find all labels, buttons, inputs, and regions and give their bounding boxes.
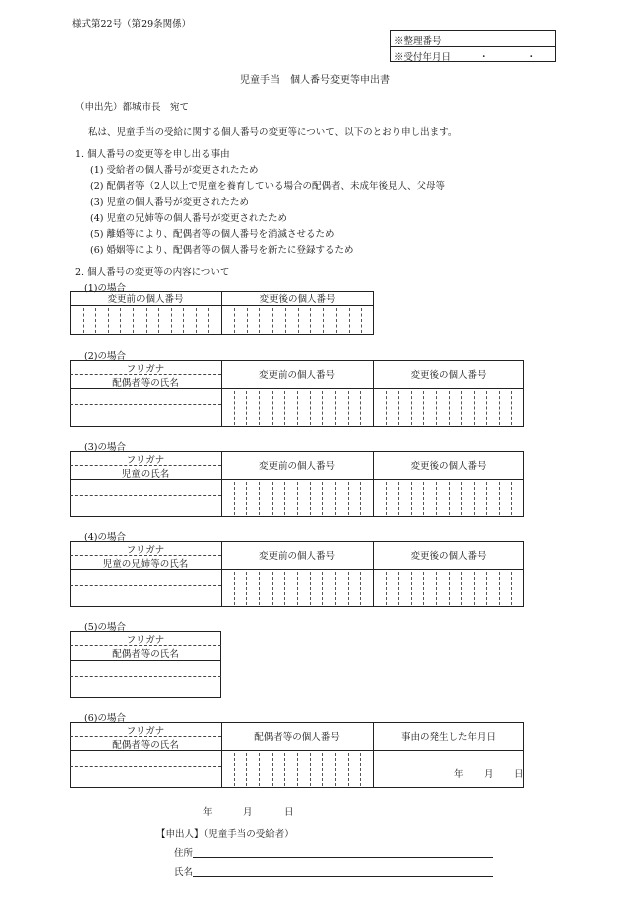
digit-separator xyxy=(335,391,336,425)
case2-label: (2)の場合 xyxy=(84,351,126,362)
digit-separator xyxy=(461,482,462,515)
digit-separator xyxy=(120,308,121,333)
digit-separator xyxy=(284,482,285,515)
digit-separator xyxy=(474,482,475,515)
digit-separator xyxy=(486,482,487,515)
digit-separator xyxy=(322,391,323,425)
digit-separator xyxy=(461,572,462,605)
digit-separator xyxy=(398,391,399,425)
case6-day-label: 日 xyxy=(514,769,524,780)
digit-separator xyxy=(310,482,311,515)
digit-separator xyxy=(208,308,209,333)
digit-separator xyxy=(360,482,361,515)
digit-separator xyxy=(449,482,450,515)
case1-label: (1)の場合 xyxy=(84,283,126,294)
digit-separator xyxy=(348,753,349,786)
digit-separator xyxy=(234,572,235,605)
digit-separator xyxy=(234,482,235,515)
digit-separator xyxy=(284,391,285,425)
case4-after-number-field[interactable] xyxy=(373,570,524,607)
digit-separator xyxy=(336,308,337,333)
digit-separator xyxy=(335,572,336,605)
digit-separator xyxy=(386,482,387,515)
form-number: 様式第22号（第29条関係） xyxy=(72,19,192,30)
case4-furigana-field[interactable] xyxy=(70,570,221,585)
digit-separator xyxy=(360,753,361,786)
case5-furigana-header: フリガナ xyxy=(126,634,165,646)
digit-separator xyxy=(461,391,462,425)
digit-separator xyxy=(297,482,298,515)
receipt-date-label: ※受付年月日 xyxy=(394,52,452,63)
case6-month-label: 月 xyxy=(484,769,494,780)
name-line[interactable] xyxy=(193,876,493,877)
reason-6: (6) 婚姻等により、配偶者等の個人番号を新たに登録するため xyxy=(90,245,354,256)
case1-after-header: 変更後の個人番号 xyxy=(259,294,336,305)
digit-separator xyxy=(360,391,361,425)
reason-1: (1) 受給者の個人番号が変更されたため xyxy=(90,165,259,176)
case6-furigana-header: フリガナ xyxy=(126,725,165,737)
digit-separator xyxy=(486,572,487,605)
receipt-date-separators: ・ ・ xyxy=(479,52,537,63)
digit-separator xyxy=(272,753,273,786)
case5-label: (5)の場合 xyxy=(84,622,126,633)
digit-separator xyxy=(246,572,247,605)
case3-name-field[interactable] xyxy=(70,496,221,517)
case2-before-number-field[interactable] xyxy=(221,389,373,427)
digit-separator xyxy=(335,753,336,786)
digit-separator xyxy=(449,572,450,605)
digit-separator xyxy=(360,572,361,605)
digit-separator xyxy=(474,572,475,605)
digit-separator xyxy=(83,308,84,333)
digit-separator xyxy=(511,391,512,425)
digit-separator xyxy=(234,308,235,333)
digit-separator xyxy=(322,572,323,605)
digit-separator xyxy=(297,753,298,786)
digit-separator xyxy=(108,308,109,333)
case4-label: (4)の場合 xyxy=(84,532,126,543)
digit-separator xyxy=(272,482,273,515)
digit-separator xyxy=(361,308,362,333)
digit-separator xyxy=(272,308,273,333)
case4-after-header: 変更後の個人番号 xyxy=(410,551,487,562)
digit-separator xyxy=(349,308,350,333)
case2-furigana-field[interactable] xyxy=(70,389,221,404)
section2-heading: 2. 個人番号の変更等の内容について xyxy=(75,267,230,278)
digit-separator xyxy=(474,391,475,425)
case3-furigana-field[interactable] xyxy=(70,480,221,495)
digit-separator xyxy=(234,753,235,786)
case6-number-field[interactable] xyxy=(221,751,373,788)
digit-separator xyxy=(322,753,323,786)
digit-separator xyxy=(511,482,512,515)
date-month-label: 月 xyxy=(243,807,253,818)
digit-separator xyxy=(348,572,349,605)
addressee: （申出先）都城市長 宛て xyxy=(75,102,190,113)
digit-separator xyxy=(411,391,412,425)
digit-separator xyxy=(386,391,387,425)
address-label: 住所 xyxy=(174,848,194,859)
digit-separator xyxy=(171,308,172,333)
digit-separator xyxy=(272,572,273,605)
reason-2: (2) 配偶者等（2人以上で児童を養育している場合の配偶者、未成年後見人、父母等 xyxy=(90,181,446,192)
digit-separator xyxy=(310,753,311,786)
digit-separator xyxy=(398,572,399,605)
digit-separator xyxy=(259,753,260,786)
case3-after-number-field[interactable] xyxy=(373,480,524,517)
digit-separator xyxy=(95,308,96,333)
digit-separator xyxy=(499,391,500,425)
date-year-label: 年 xyxy=(203,807,213,818)
digit-separator xyxy=(436,391,437,425)
name-label: 氏名 xyxy=(174,867,194,878)
case2-name-header: 配偶者等の氏名 xyxy=(112,377,179,389)
applicant-label: 【申出人】（児童手当の受給者） xyxy=(156,829,294,840)
address-line[interactable] xyxy=(193,857,493,858)
digit-separator xyxy=(436,482,437,515)
digit-separator xyxy=(284,572,285,605)
digit-separator xyxy=(436,572,437,605)
case2-after-header: 変更後の個人番号 xyxy=(410,370,487,381)
digit-separator xyxy=(247,308,248,333)
case4-name-header: 児童の兄姉等の氏名 xyxy=(102,558,189,570)
reason-4: (4) 児童の兄姉等の個人番号が変更されたため xyxy=(90,213,287,224)
digit-separator xyxy=(335,482,336,515)
case1-before-header: 変更前の個人番号 xyxy=(107,294,184,305)
digit-separator xyxy=(423,391,424,425)
case3-furigana-header: フリガナ xyxy=(126,454,165,466)
case5-furigana-field[interactable] xyxy=(70,661,221,676)
digit-separator xyxy=(284,753,285,786)
digit-separator xyxy=(486,391,487,425)
date-day-label: 日 xyxy=(284,807,294,818)
intro-text: 私は、児童手当の受給に関する個人番号の変更等について、以下のとおり申し出ます。 xyxy=(88,127,458,138)
digit-separator xyxy=(499,482,500,515)
digit-separator xyxy=(310,572,311,605)
digit-separator xyxy=(298,308,299,333)
digit-separator xyxy=(259,482,260,515)
digit-separator xyxy=(499,572,500,605)
case6-date-field[interactable] xyxy=(373,751,524,788)
digit-separator xyxy=(259,308,260,333)
digit-separator xyxy=(234,391,235,425)
case2-furigana-header: フリガナ xyxy=(126,363,165,375)
digit-separator xyxy=(272,391,273,425)
case2-name-field[interactable] xyxy=(70,405,221,427)
case5-name-header: 配偶者等の氏名 xyxy=(112,649,179,660)
reason-3: (3) 児童の個人番号が変更されたため xyxy=(90,197,249,208)
case5-name-field[interactable] xyxy=(70,677,221,698)
case4-name-field[interactable] xyxy=(70,586,221,607)
case2-before-header: 変更前の個人番号 xyxy=(258,370,335,381)
digit-separator xyxy=(386,572,387,605)
case6-date-header: 事由の発生した年月日 xyxy=(400,732,496,743)
digit-separator xyxy=(259,572,260,605)
case6-number-header: 配偶者等の個人番号 xyxy=(254,732,340,743)
case3-label: (3)の場合 xyxy=(84,442,126,453)
digit-separator xyxy=(259,391,260,425)
case2-after-number-field[interactable] xyxy=(373,389,524,427)
digit-separator xyxy=(348,482,349,515)
case4-furigana-header: フリガナ xyxy=(126,544,165,556)
case6-label: (6)の場合 xyxy=(84,713,126,724)
digit-separator xyxy=(511,572,512,605)
digit-separator xyxy=(423,572,424,605)
digit-separator xyxy=(297,572,298,605)
digit-separator xyxy=(322,482,323,515)
digit-separator xyxy=(196,308,197,333)
digit-separator xyxy=(423,482,424,515)
digit-separator xyxy=(133,308,134,333)
digit-separator xyxy=(348,391,349,425)
digit-separator xyxy=(310,308,311,333)
case6-name-field[interactable] xyxy=(70,767,221,788)
digit-separator xyxy=(246,391,247,425)
case6-year-label: 年 xyxy=(454,769,464,780)
digit-separator xyxy=(158,308,159,333)
case6-name-header: 配偶者等の氏名 xyxy=(112,739,179,751)
digit-separator xyxy=(285,308,286,333)
digit-separator xyxy=(246,482,247,515)
case4-before-header: 変更前の個人番号 xyxy=(258,551,335,562)
case3-before-number-field[interactable] xyxy=(221,480,373,517)
case3-before-header: 変更前の個人番号 xyxy=(258,461,335,472)
digit-separator xyxy=(246,753,247,786)
reason-5: (5) 離婚等により、配偶者等の個人番号を消滅させるため xyxy=(90,229,335,240)
digit-separator xyxy=(449,391,450,425)
case3-after-header: 変更後の個人番号 xyxy=(410,461,487,472)
case3-name-header: 児童の氏名 xyxy=(121,468,170,480)
case6-furigana-field[interactable] xyxy=(70,751,221,766)
digit-separator xyxy=(183,308,184,333)
digit-separator xyxy=(398,482,399,515)
digit-separator xyxy=(411,482,412,515)
digit-separator xyxy=(310,391,311,425)
page-title: 児童手当 個人番号変更等申出書 xyxy=(240,75,390,86)
section1-heading: 1. 個人番号の変更等を申し出る事由 xyxy=(75,149,230,160)
case4-before-number-field[interactable] xyxy=(221,570,373,607)
digit-separator xyxy=(146,308,147,333)
digit-separator xyxy=(411,572,412,605)
case1-after-number-field[interactable] xyxy=(221,306,374,335)
digit-separator xyxy=(323,308,324,333)
digit-separator xyxy=(297,391,298,425)
case1-before-number-field[interactable] xyxy=(70,306,221,335)
reference-number-label: ※整理番号 xyxy=(394,36,442,47)
